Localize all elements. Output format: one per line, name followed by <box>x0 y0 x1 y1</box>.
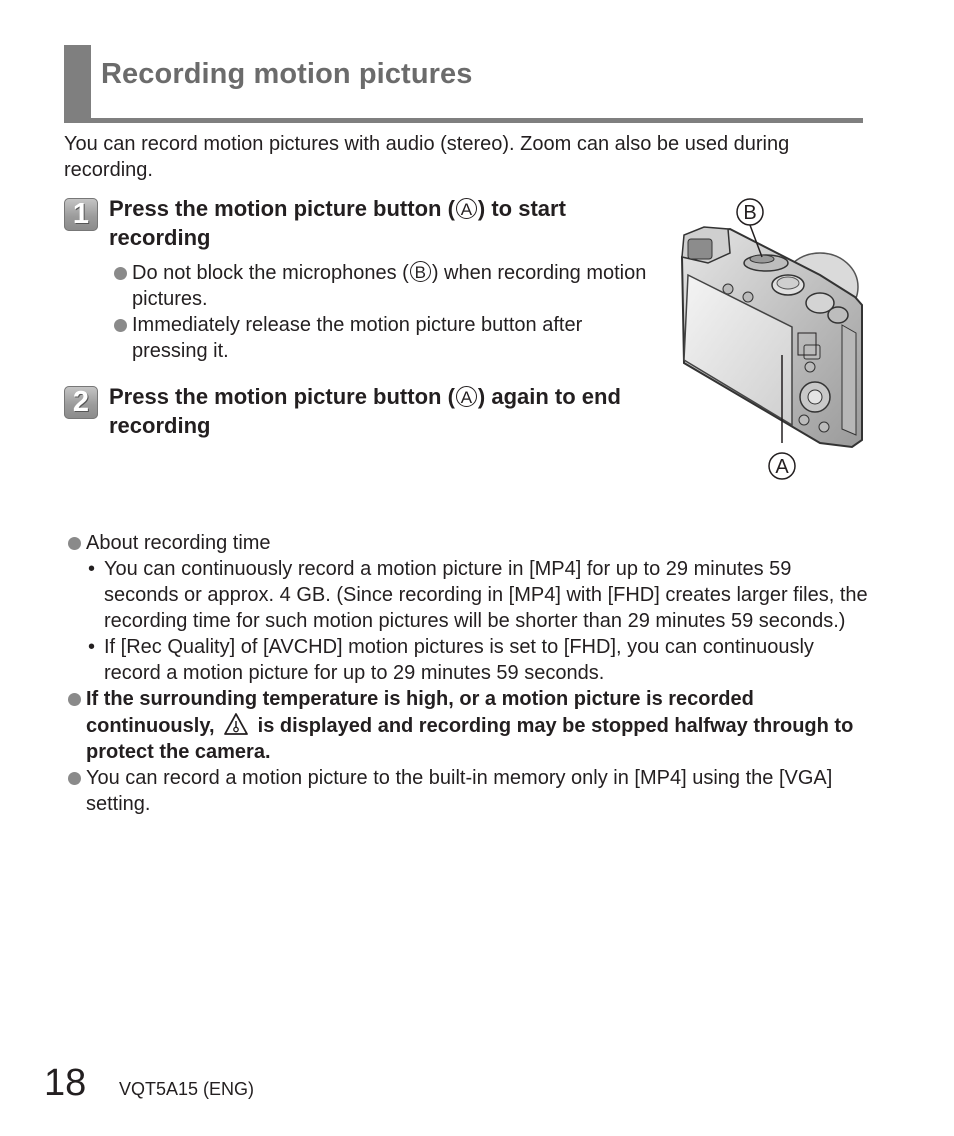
document-code: VQT5A15 (ENG) <box>119 1079 255 1099</box>
header-accent-block <box>64 45 91 122</box>
marker-b-icon: B <box>410 261 431 282</box>
list-item: • If [Rec Quality] of [AVCHD] motion pictures is set to [FHD], you can continuously record a motion picture for up to 29 minutes 59 seconds. <box>88 636 814 684</box>
list-item: Do not block the microphones ( B ) when recording motion pictures. <box>114 260 654 312</box>
step-1-icon: 1 <box>64 198 98 231</box>
figure-label-a: A <box>775 456 789 478</box>
intro-text: You can record motion pictures with audio (stereo). Zoom can also be used during recording. <box>64 133 790 181</box>
step-1-bullets <box>114 260 654 364</box>
bullet-dot-icon <box>114 319 127 332</box>
page-number: 18 <box>44 1062 87 1104</box>
step-1-heading <box>109 194 669 252</box>
recording-time-sublist <box>82 556 868 686</box>
marker-a-icon: A <box>456 198 477 219</box>
marker-a-icon: A <box>456 386 477 407</box>
camera-illustration <box>670 195 870 485</box>
step-1-heading-post: ) to start recording <box>109 196 566 250</box>
figure-label-b: B <box>743 202 757 224</box>
note-temperature: If the surrounding temperature is high, or a motion picture is recorded continuously, is displayed and recording may be stopped halfway through to protect the camera. <box>68 686 868 765</box>
temperature-warning-icon <box>223 712 249 736</box>
list-item: Immediately release the motion picture button after pressing it. <box>114 312 654 364</box>
page-title: Recording motion pictures <box>101 58 473 90</box>
note-recording-time-title: About recording time <box>86 532 271 554</box>
step-2-icon: 2 <box>64 386 98 419</box>
note-builtin-memory: You can record a motion picture to the built-in memory only in [MP4] using the [VGA] setting. <box>68 765 868 817</box>
header-rule <box>64 118 863 123</box>
step-2-heading-pre: Press the motion picture button ( <box>109 384 455 409</box>
bullet-dot-icon <box>68 772 81 785</box>
note-recording-time <box>68 530 868 686</box>
list-item: • You can continuously record a motion picture in [MP4] for up to 29 minutes 59 seconds or approx. 4 GB. (Since recording in [MP4] with [FHD] creates larger files, the recording time for such motion pictures will be shorter than 29 minutes 59 seconds.) <box>88 558 868 632</box>
bullet-dot-icon <box>68 693 81 706</box>
step-2-heading-post: ) again to end recording <box>109 384 621 438</box>
bullet-dot-icon <box>68 537 81 550</box>
step-2-heading <box>109 382 669 440</box>
step-1-heading-pre: Press the motion picture button ( <box>109 196 455 221</box>
bullet-dot-icon <box>114 267 127 280</box>
notes-list <box>68 530 868 817</box>
